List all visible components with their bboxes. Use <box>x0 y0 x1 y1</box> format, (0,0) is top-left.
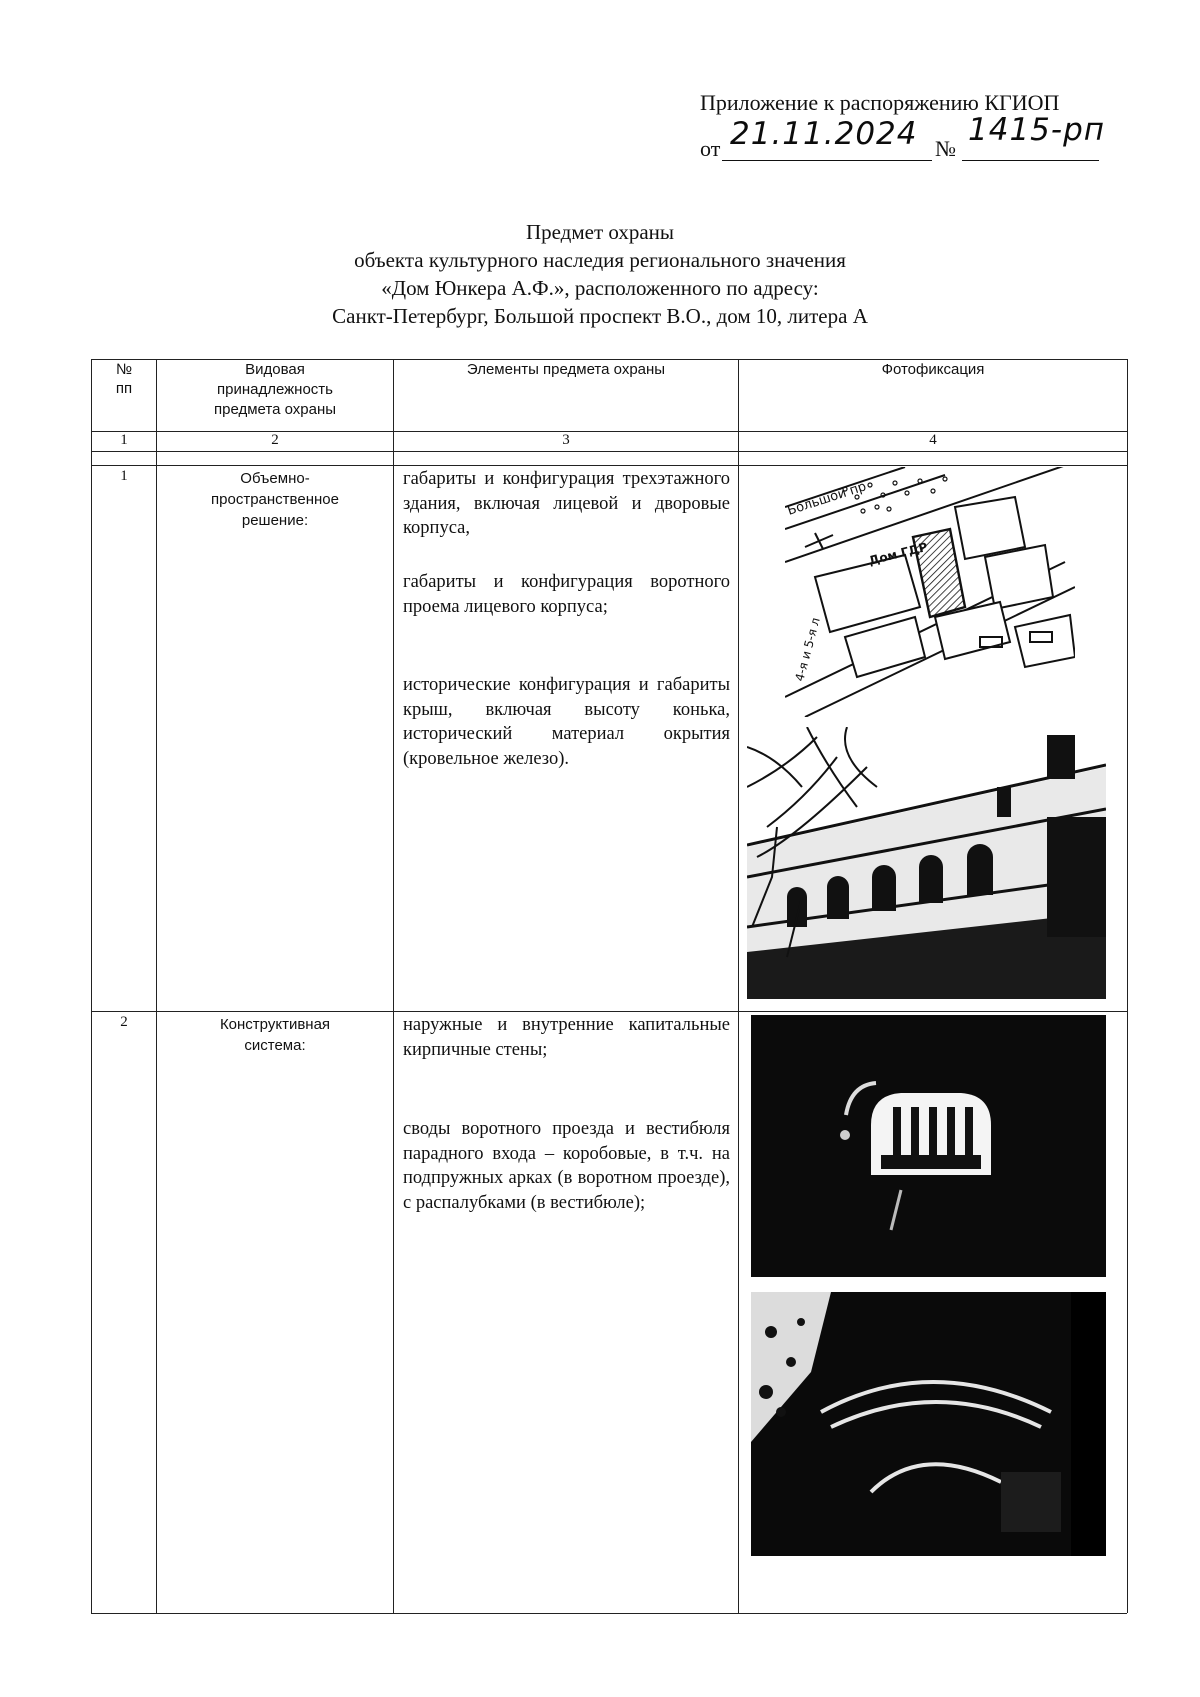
row-1-element-1: габариты и конфигурация трехэтажного здания, включая лицевой и дворовые корпуса, <box>403 469 730 538</box>
facade-photo <box>747 727 1106 999</box>
map-lane-label: 4-я и 5-я л <box>792 616 823 683</box>
title-line-1: Предмет охраны <box>525 220 675 244</box>
row-2-element-1: наружные и внутренние капитальные кирпичные стены; <box>403 1015 730 1060</box>
map-yard-label: Дом ГДР <box>867 539 929 568</box>
row-1-element-2: габариты и конфигурация воротного проема лицевого корпуса; <box>403 572 730 617</box>
date-prefix: от <box>700 136 721 161</box>
row-2-element-2: своды воротного проезда и вестибюля парадного входа – коробовые, в т.ч. на подпружных арках (в воротном проезде), с распалубками (в вестибюле); <box>403 1119 730 1213</box>
number-sign: № <box>935 136 956 161</box>
map-street-label: Большой пр <box>785 479 869 519</box>
title-line-2: объекта культурного наследия регионального значения <box>354 248 846 272</box>
row-2-category: Конструктивная система: <box>219 1016 331 1054</box>
row-1-element-3: исторические конфигурация и габариты крыш, включая высоту конька, исторический материал окрытия (кровельное железо). <box>403 675 730 769</box>
gateway-vault-photo <box>751 1015 1106 1277</box>
col-number-1: 1 <box>120 432 128 448</box>
col-number-4: 4 <box>929 432 937 448</box>
col-header-num: № пп <box>115 361 133 397</box>
vaulted-ceiling-photo <box>751 1292 1106 1556</box>
appendix-line: Приложение к распоряжению КГИОП <box>700 90 1060 115</box>
title-line-3: «Дом Юнкера А.Ф.», расположенного по адресу: <box>381 276 819 300</box>
row-1-category: Объемно- пространственное решение: <box>211 470 339 529</box>
date-underline <box>722 160 932 161</box>
col-number-3: 3 <box>562 432 570 448</box>
title-line-4: Санкт-Петербург, Большой проспект В.О., дом 10, литера А <box>332 304 868 328</box>
col-header-elements: Элементы предмета охраны <box>466 361 666 378</box>
cadastral-map-image <box>785 467 1075 717</box>
col-header-photo: Фотофиксация <box>881 361 985 378</box>
row-2-num: 2 <box>120 1014 128 1030</box>
number-value: 1415-рп <box>968 112 1106 148</box>
row-1-num: 1 <box>120 468 128 484</box>
date-value: 21.11.2024 <box>730 116 918 152</box>
number-underline <box>962 160 1099 161</box>
col-header-category: Видовая принадлежность предмета охраны <box>213 361 337 418</box>
col-number-2: 2 <box>271 432 279 448</box>
